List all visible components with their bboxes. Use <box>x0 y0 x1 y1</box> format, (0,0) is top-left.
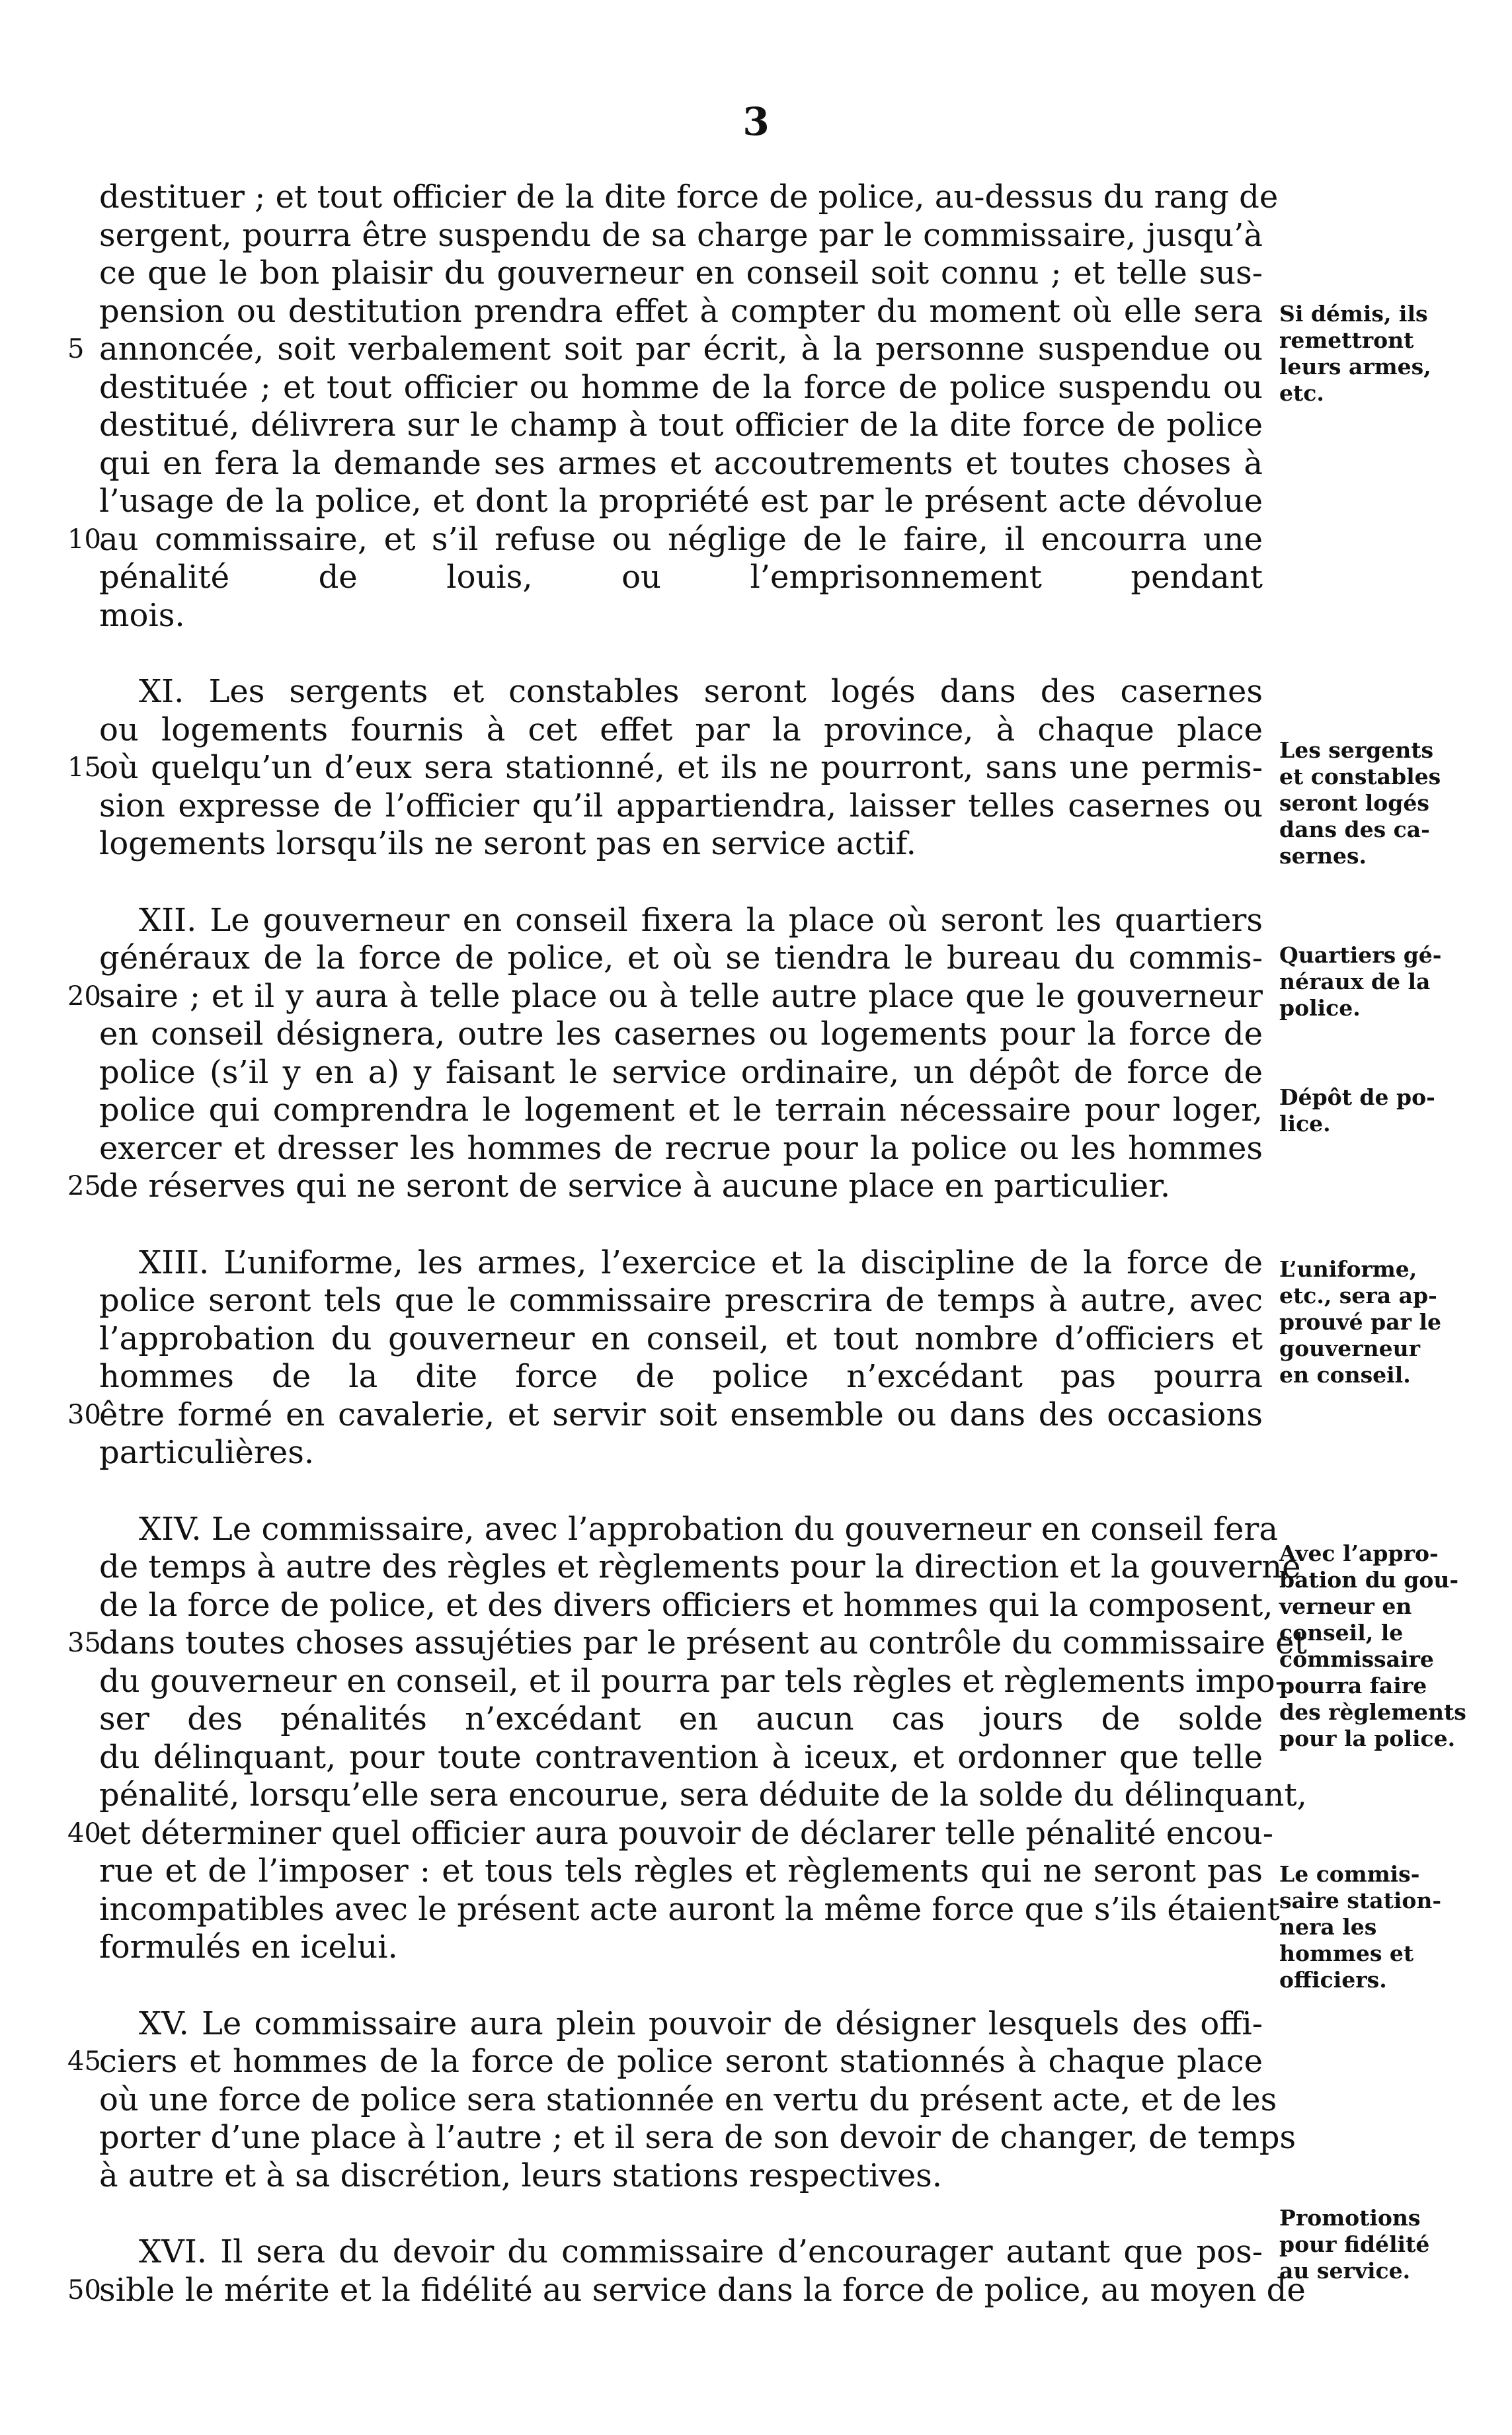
line-text: ou logements fournis à cet effet par la province, à chaque place <box>99 711 1263 748</box>
margin-note-line: Avec l’appro- <box>1279 1540 1439 1566</box>
margin-note-line: nera les <box>1279 1914 1377 1940</box>
text-line <box>99 1054 1263 1092</box>
line-text: police qui comprendra le logement et le terrain nécessaire pour loger, <box>99 1092 1263 1129</box>
margin-note-line: leurs armes, <box>1279 354 1431 379</box>
line-text: pénalité, lorsqu’elle sera encourue, sera déduite de la solde du délinquant, <box>99 1776 1307 1814</box>
line-text: rue et de l’imposer : et tous tels règles et règlements qui ne seront pas <box>99 1853 1263 1890</box>
margin-note-line: saire station- <box>1279 1888 1442 1913</box>
line-text: où quelqu’un d’eux sera stationné, et ils ne pourront, sans une permis- <box>99 749 1263 786</box>
line-text: destituée ; et tout officier ou homme de la force de police suspendu ou <box>99 368 1263 406</box>
paragraph <box>67 901 1263 1206</box>
line-number: 50 <box>67 2274 101 2305</box>
line-text: saire ; et il y aura à telle place ou à telle autre place que le gouverneur <box>99 977 1263 1015</box>
text-line <box>99 445 1263 483</box>
paragraph <box>67 1244 1263 1472</box>
paragraph <box>67 179 1279 635</box>
line-text: de la force de police, et des divers officiers et hommes qui la composent, <box>99 1586 1273 1624</box>
text-line <box>99 1244 1263 1283</box>
line-text: au commissaire, et s’il refuse ou néglige de le faire, il encourra une <box>99 520 1263 558</box>
line-text: et déterminer quel officier aura pouvoir de déclarer telle pénalité encou- <box>99 1814 1273 1852</box>
text-line <box>67 749 1263 787</box>
text-line <box>99 1130 1263 1168</box>
line-text: logements lorsqu’ils ne seront pas en service actif. <box>99 825 916 862</box>
line-text: ser des pénalités n’excédant en aucun cas jours de solde <box>99 1700 1263 1737</box>
text-line <box>99 1510 1278 1549</box>
line-text: sion expresse de l’officier qu’il appartiendra, laisser telles casernes ou <box>99 787 1263 824</box>
line-text: généraux de la force de police, et où se tiendra le bureau du commis- <box>99 939 1263 977</box>
margin-note <box>1279 1861 1507 1993</box>
line-number: 30 <box>67 1399 101 1430</box>
line-text: sible le mérite et la fidélité au service dans la force de police, au moyen de <box>99 2271 1306 2309</box>
body-text <box>67 179 1307 2348</box>
margin-note <box>1279 1084 1507 1137</box>
line-text: l’usage de la police, et dont la propriété est par le présent acte dévolue <box>99 483 1263 520</box>
margin-note-line: Les sergents <box>1279 737 1434 763</box>
line-number: 40 <box>67 1817 101 1849</box>
margin-note-line: et constables <box>1279 764 1441 789</box>
margin-note-line: officiers. <box>1279 1967 1387 1993</box>
line-text: XIV. Le commissaire, avec l’approbation du gouverneur en conseil fera <box>139 1510 1278 1548</box>
line-number: 45 <box>67 2046 101 2077</box>
text-line <box>99 673 1263 711</box>
text-line <box>99 179 1279 217</box>
text-line <box>99 2119 1296 2157</box>
text-line <box>99 787 1263 826</box>
text-line <box>99 293 1263 331</box>
text-line <box>99 1434 1263 1472</box>
margin-note-line: néraux de la <box>1279 969 1431 994</box>
line-number: 20 <box>67 980 101 1012</box>
margin-note-line: au service. <box>1279 2258 1411 2284</box>
text-line <box>99 369 1263 407</box>
margin-note-line: Dépôt de po- <box>1279 1084 1435 1110</box>
paragraph <box>67 2005 1296 2196</box>
text-line <box>99 1320 1263 1359</box>
page-number: 3 <box>742 99 770 144</box>
line-text: du gouverneur en conseil, et il pourra par tels règles et règlements impo- <box>99 1662 1286 1700</box>
line-text: de temps à autre des règles et règlements pour la direction et la gouverne <box>99 1548 1301 1585</box>
line-text: formulés en icelui. <box>99 1929 398 1966</box>
text-line <box>99 2157 1263 2196</box>
text-line <box>99 483 1263 521</box>
margin-note <box>1279 2205 1507 2284</box>
margin-note <box>1279 301 1507 407</box>
text-line <box>99 825 1263 863</box>
line-text: XIII. L’uniforme, les armes, l’exercice et la discipline de la force de <box>139 1244 1263 1281</box>
line-text: du délinquant, pour toute contravention à iceux, et ordonner que telle <box>99 1738 1263 1776</box>
margin-note-line: remettront <box>1279 327 1414 353</box>
text-line <box>99 2233 1263 2272</box>
text-line <box>99 597 1263 635</box>
line-text: mois. <box>99 596 185 634</box>
text-line <box>99 1929 1263 1967</box>
line-number: 25 <box>67 1171 101 1201</box>
margin-note-line: hommes et <box>1279 1940 1414 1966</box>
line-text: en conseil désignera, outre les casernes ou logements pour la force de <box>99 1016 1263 1053</box>
text-line <box>67 331 1263 369</box>
margin-note-line: en conseil. <box>1279 1362 1411 1388</box>
margin-note-line: L’uniforme, <box>1279 1256 1417 1282</box>
text-line <box>99 1739 1263 1777</box>
text-line <box>99 1092 1263 1130</box>
line-text: être formé en cavalerie, et servir soit ensemble ou dans des occasions <box>99 1396 1263 1433</box>
text-line <box>67 1168 1263 1206</box>
margin-note-line: sernes. <box>1279 843 1367 869</box>
margin-note-line: police. <box>1279 995 1361 1021</box>
text-line <box>99 1282 1263 1320</box>
margin-note-line: etc., sera ap- <box>1279 1283 1437 1308</box>
text-line <box>67 520 1263 559</box>
line-text: dans toutes choses assujéties par le présent au contrôle du commissaire et <box>99 1624 1307 1661</box>
margin-note-line: pour la police. <box>1279 1726 1456 1751</box>
line-text: où une force de police sera stationnée en vertu du présent acte, et de les <box>99 2081 1277 2118</box>
margin-note-line: prouvé par le <box>1279 1309 1441 1335</box>
margin-note-line: lice. <box>1279 1111 1331 1137</box>
line-number: 10 <box>67 524 101 555</box>
text-line <box>99 902 1263 940</box>
line-text: qui en fera la demande ses armes et accoutrements et toutes choses à <box>99 444 1263 482</box>
text-line <box>99 2005 1263 2044</box>
text-line <box>99 1700 1263 1739</box>
text-line <box>67 2271 1306 2310</box>
margin-note-line: seront logés <box>1279 790 1429 816</box>
line-text: pension ou destitution prendra effet à compter du moment où elle sera <box>99 292 1263 330</box>
margin-note-line: gouverneur <box>1279 1336 1421 1361</box>
text-line <box>67 1396 1263 1435</box>
text-line <box>99 559 1263 597</box>
line-text: exercer et dresser les hommes de recrue pour la police ou les hommes <box>99 1129 1263 1167</box>
margin-note <box>1279 737 1507 869</box>
text-line <box>99 2081 1277 2120</box>
paragraph <box>67 673 1263 863</box>
line-text: XVI. Il sera du devoir du commissaire d’encourager autant que pos- <box>139 2233 1263 2270</box>
text-line <box>67 977 1263 1016</box>
margin-note-line: Quartiers gé- <box>1279 942 1442 968</box>
margin-note-line: Promotions <box>1279 2205 1421 2231</box>
text-line <box>99 711 1263 750</box>
paragraph <box>67 2233 1306 2309</box>
text-line <box>67 2043 1263 2081</box>
text-line <box>99 1776 1307 1815</box>
line-text: police (s’il y en a) y faisant le service ordinaire, un dépôt de force de <box>99 1053 1263 1091</box>
line-text: porter d’une place à l’autre ; et il sera de son devoir de changer, de temps <box>99 2119 1296 2156</box>
text-line <box>99 1662 1286 1701</box>
text-line <box>67 1624 1307 1663</box>
line-text: l’approbation du gouverneur en conseil, et tout nombre d’officiers et <box>99 1320 1263 1357</box>
margin-note-line: des règlements <box>1279 1699 1466 1725</box>
margin-note-line: commissaire <box>1279 1646 1434 1672</box>
text-line <box>67 1814 1273 1853</box>
line-text: destitué, délivrera sur le champ à tout officier de la dite force de police <box>99 407 1263 444</box>
text-line <box>99 1890 1280 1929</box>
margin-note <box>1279 1256 1507 1388</box>
paragraph <box>67 1510 1307 1967</box>
line-number: 35 <box>67 1628 101 1658</box>
margin-note <box>1279 942 1507 1021</box>
line-text: sergent, pourra être suspendu de sa charge par le commissaire, jusqu’à <box>99 216 1263 254</box>
margin-note-line: conseil, le <box>1279 1620 1404 1646</box>
margin-note-line: Si démis, ils <box>1279 301 1428 327</box>
line-text: à autre et à sa discrétion, leurs stations respectives. <box>99 2157 942 2194</box>
line-text: pénalité de louis, ou l’emprisonnement pendant <box>99 559 1263 596</box>
margin-note-line: etc. <box>1279 380 1324 406</box>
line-text: XV. Le commissaire aura plein pouvoir de désigner lesquels des offi- <box>139 2005 1263 2042</box>
margin-note-line: bation du gou- <box>1279 1567 1459 1593</box>
margin-note-line: pour fidélité <box>1279 2231 1430 2257</box>
line-text: destituer ; et tout officier de la dite force de police, au-dessus du rang de <box>99 179 1279 216</box>
line-text: particulières. <box>99 1434 315 1471</box>
line-number: 15 <box>67 752 101 783</box>
text-line <box>99 1853 1263 1891</box>
margin-note-line: Le commis- <box>1279 1861 1420 1887</box>
line-text: annoncée, soit verbalement soit par écrit, à la personne suspendue ou <box>99 331 1263 368</box>
line-number: 5 <box>67 334 85 364</box>
margin-note <box>1279 1540 1507 1752</box>
line-text: de réserves qui ne seront de service à aucune place en particulier. <box>99 1168 1171 1205</box>
text-line <box>99 939 1263 978</box>
line-text: ce que le bon plaisir du gouverneur en conseil soit connu ; et telle sus- <box>99 255 1263 292</box>
line-text: XII. Le gouverneur en conseil fixera la place où seront les quartiers <box>139 901 1263 939</box>
line-text: ciers et hommes de la force de police seront stationnés à chaque place <box>99 2043 1263 2080</box>
margin-note-line: verneur en <box>1279 1593 1412 1619</box>
text-line <box>99 1548 1301 1587</box>
line-text: police seront tels que le commissaire prescrira de temps à autre, avec <box>99 1282 1263 1319</box>
margin-note-line: pourra faire <box>1279 1673 1427 1698</box>
text-line <box>99 217 1263 255</box>
text-line <box>99 255 1263 293</box>
line-text: XI. Les sergents et constables seront logés dans des casernes <box>139 673 1263 710</box>
text-line <box>99 407 1263 445</box>
line-text: hommes de la dite force de police n’excédant pas pourra <box>99 1358 1263 1395</box>
text-line <box>99 1586 1273 1625</box>
line-text: incompatibles avec le présent acte auront la même force que s’ils étaient <box>99 1890 1280 1928</box>
margin-note-line: dans des ca- <box>1279 817 1430 842</box>
text-line <box>99 1016 1263 1054</box>
text-line <box>99 1358 1263 1396</box>
